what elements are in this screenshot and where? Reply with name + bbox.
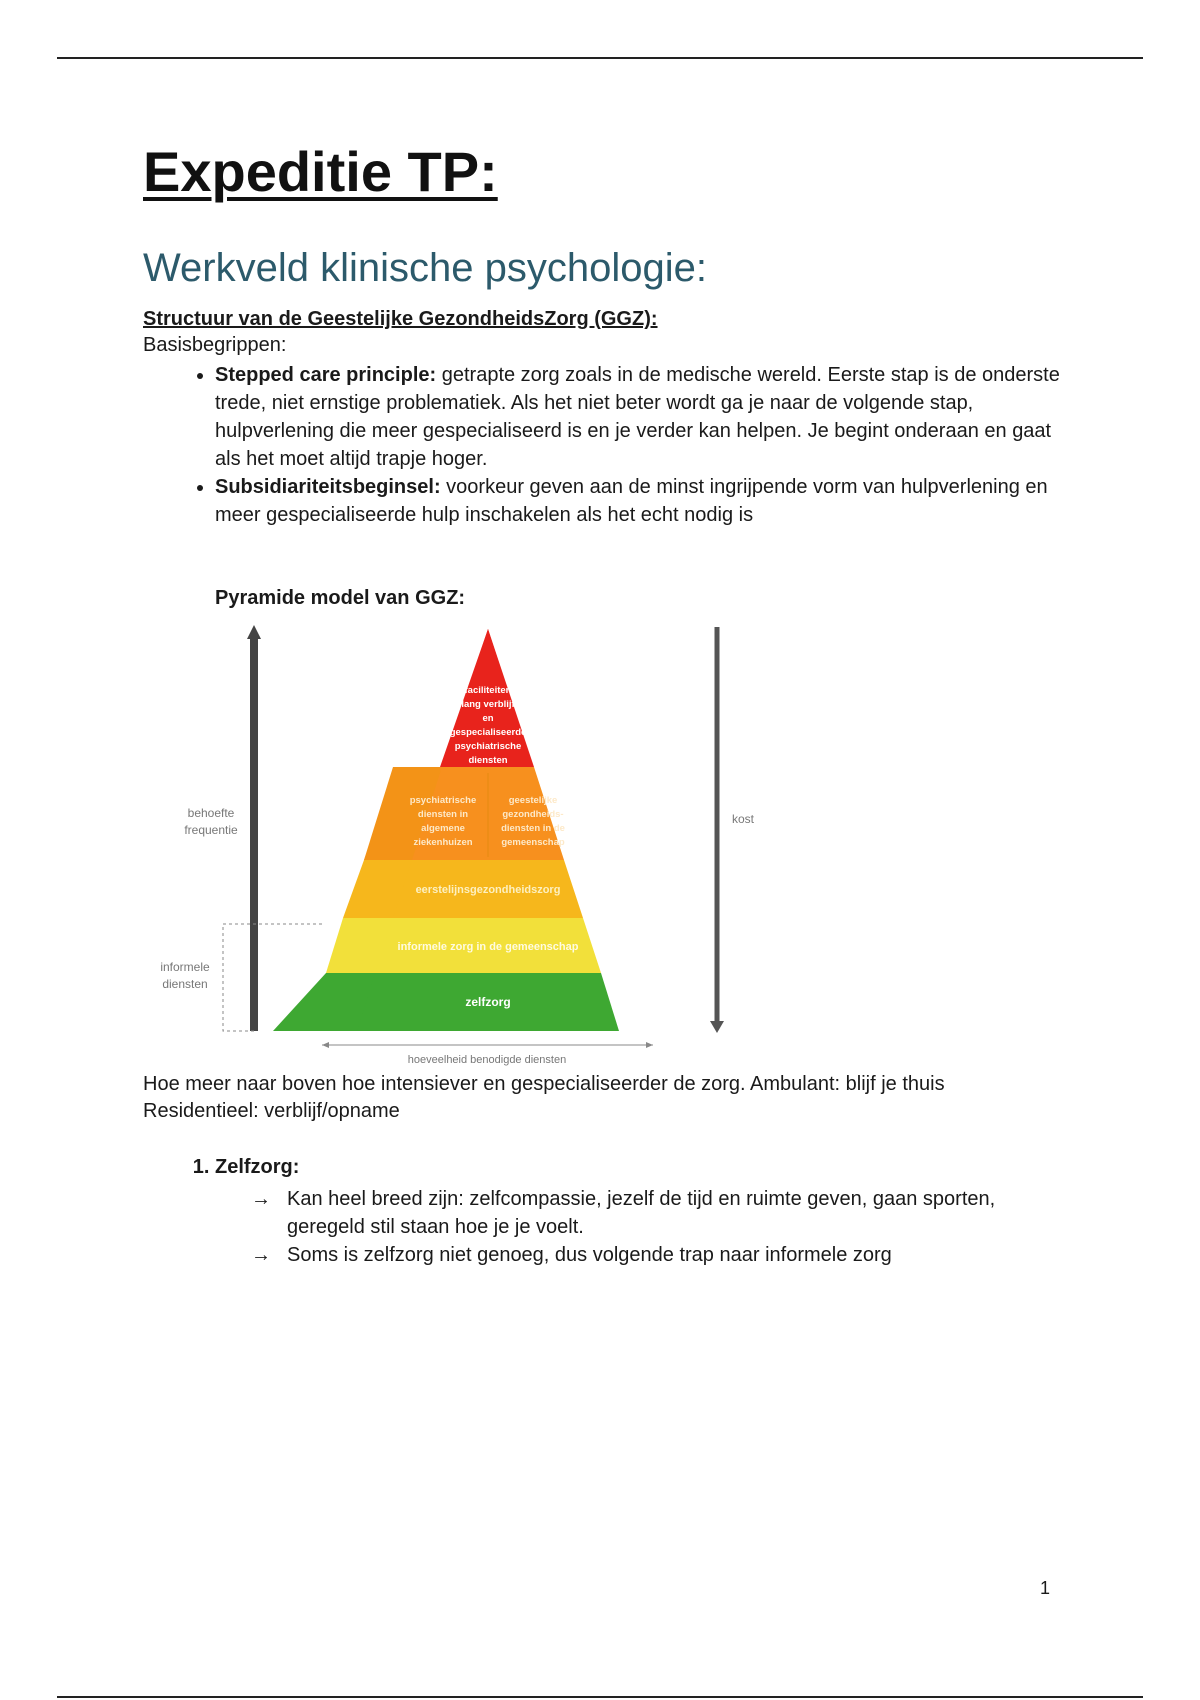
top-tier-line: en xyxy=(482,713,494,724)
third-tier-label: eerstelijnsgezondheidszorg xyxy=(415,884,561,896)
explanation-line: Residentieel: verblijf/opname xyxy=(143,1100,400,1122)
right-arrowhead-icon xyxy=(646,1042,653,1048)
need-frequency-line: frequentie xyxy=(184,823,238,837)
second-right-line: gemeenschap xyxy=(501,837,565,848)
concept-item-stepped-care xyxy=(215,361,1063,473)
top-tier-line: gespecialiseerde xyxy=(449,727,527,738)
page-content xyxy=(143,140,1063,1269)
section-title: Werkveld klinische psychologie: xyxy=(143,246,707,290)
concept-term: Subsidiariteitsbeginsel: xyxy=(215,476,441,498)
concept-list xyxy=(143,361,1063,529)
step-point xyxy=(251,1185,1063,1241)
top-rule xyxy=(57,57,1143,59)
second-right-line: geestelijke xyxy=(508,795,558,806)
cost-label: kost xyxy=(731,812,755,826)
arrow-icon: → xyxy=(251,1244,271,1266)
bottom-axis-label: hoeveelheid benodigde diensten xyxy=(407,1054,567,1066)
second-right-line: gezondheids- xyxy=(502,809,564,820)
bottom-rule xyxy=(57,1696,1143,1698)
concept-item-subsidiariteit xyxy=(215,473,1063,529)
top-tier-line: psychiatrische xyxy=(454,741,522,752)
pyramid-diagram xyxy=(143,613,783,1073)
base-tier-label: zelfzorg xyxy=(465,995,511,1009)
document-title: Expeditie TP: xyxy=(143,140,498,203)
concept-text: getrapte zorg zoals in de medische wereld. Eerste stap is de onderste trede, niet ernstige problematiek. Als het niet beter wordt ga je naar de volgende stap, hulpverlening die meer gespecialiseerd is en je verder kan helpen. Je begint onderaan en gaat als het moet altijd trapje hoger. xyxy=(215,364,1060,470)
concept-term: Stepped care principle: xyxy=(215,364,437,386)
second-right-line: diensten in de xyxy=(501,823,565,834)
explanation-line: Hoe meer naar boven hoe intensiever en gespecialiseerder de zorg. Ambulant: blijf je thuis xyxy=(143,1073,945,1095)
second-left-line: ziekenhuizen xyxy=(413,837,473,848)
second-left-line: diensten in xyxy=(417,809,469,820)
subsection-title: Structuur van de Geestelijke GezondheidsZorg (GGZ): xyxy=(143,308,658,330)
need-frequency-label xyxy=(184,806,238,837)
second-left-line: algemene xyxy=(421,823,465,834)
step-point xyxy=(251,1241,1063,1269)
basis-label: Basisbegrippen: xyxy=(143,334,287,356)
down-arrow-icon xyxy=(710,1021,724,1033)
step-item-zelfzorg xyxy=(215,1153,1063,1269)
step-title: Zelfzorg: xyxy=(215,1156,300,1178)
need-frequency-line: behoefte xyxy=(187,806,235,820)
fourth-tier-label: informele zorg in de gemeenschap xyxy=(397,941,579,953)
informal-services-line: informele xyxy=(160,960,210,974)
top-tier-line: lang verblijf xyxy=(461,699,515,710)
page-number: 1 xyxy=(1040,1578,1051,1598)
left-arrowhead-icon xyxy=(322,1042,329,1048)
informal-services-label xyxy=(160,960,210,991)
top-tier-line: diensten xyxy=(468,755,508,766)
concept-text: voorkeur geven aan de minst ingrijpende vorm van hulpverlening en meer gespecialiseerde hulp inschakelen als het echt nodig is xyxy=(215,476,1048,526)
step-point-text: Soms is zelfzorg niet genoeg, dus volgende trap naar informele zorg xyxy=(287,1244,892,1266)
arrow-icon: → xyxy=(251,1188,271,1210)
up-arrow-icon xyxy=(247,625,261,639)
steps-list xyxy=(143,1153,1063,1269)
second-left-line: psychiatrische xyxy=(409,795,477,806)
figure-explanation xyxy=(143,1071,1063,1125)
informal-services-line: diensten xyxy=(162,977,208,991)
top-tier-line: faciliteiten xyxy=(464,685,512,696)
pyramid-caption: Pyramide model van GGZ: xyxy=(215,587,466,609)
step-points xyxy=(143,1185,1063,1269)
pyramid-figure xyxy=(143,613,783,1073)
step-point-text: Kan heel breed zijn: zelfcompassie, jezelf de tijd en ruimte geven, gaan sporten, geregeld stil staan hoe je je voelt. xyxy=(287,1188,996,1238)
